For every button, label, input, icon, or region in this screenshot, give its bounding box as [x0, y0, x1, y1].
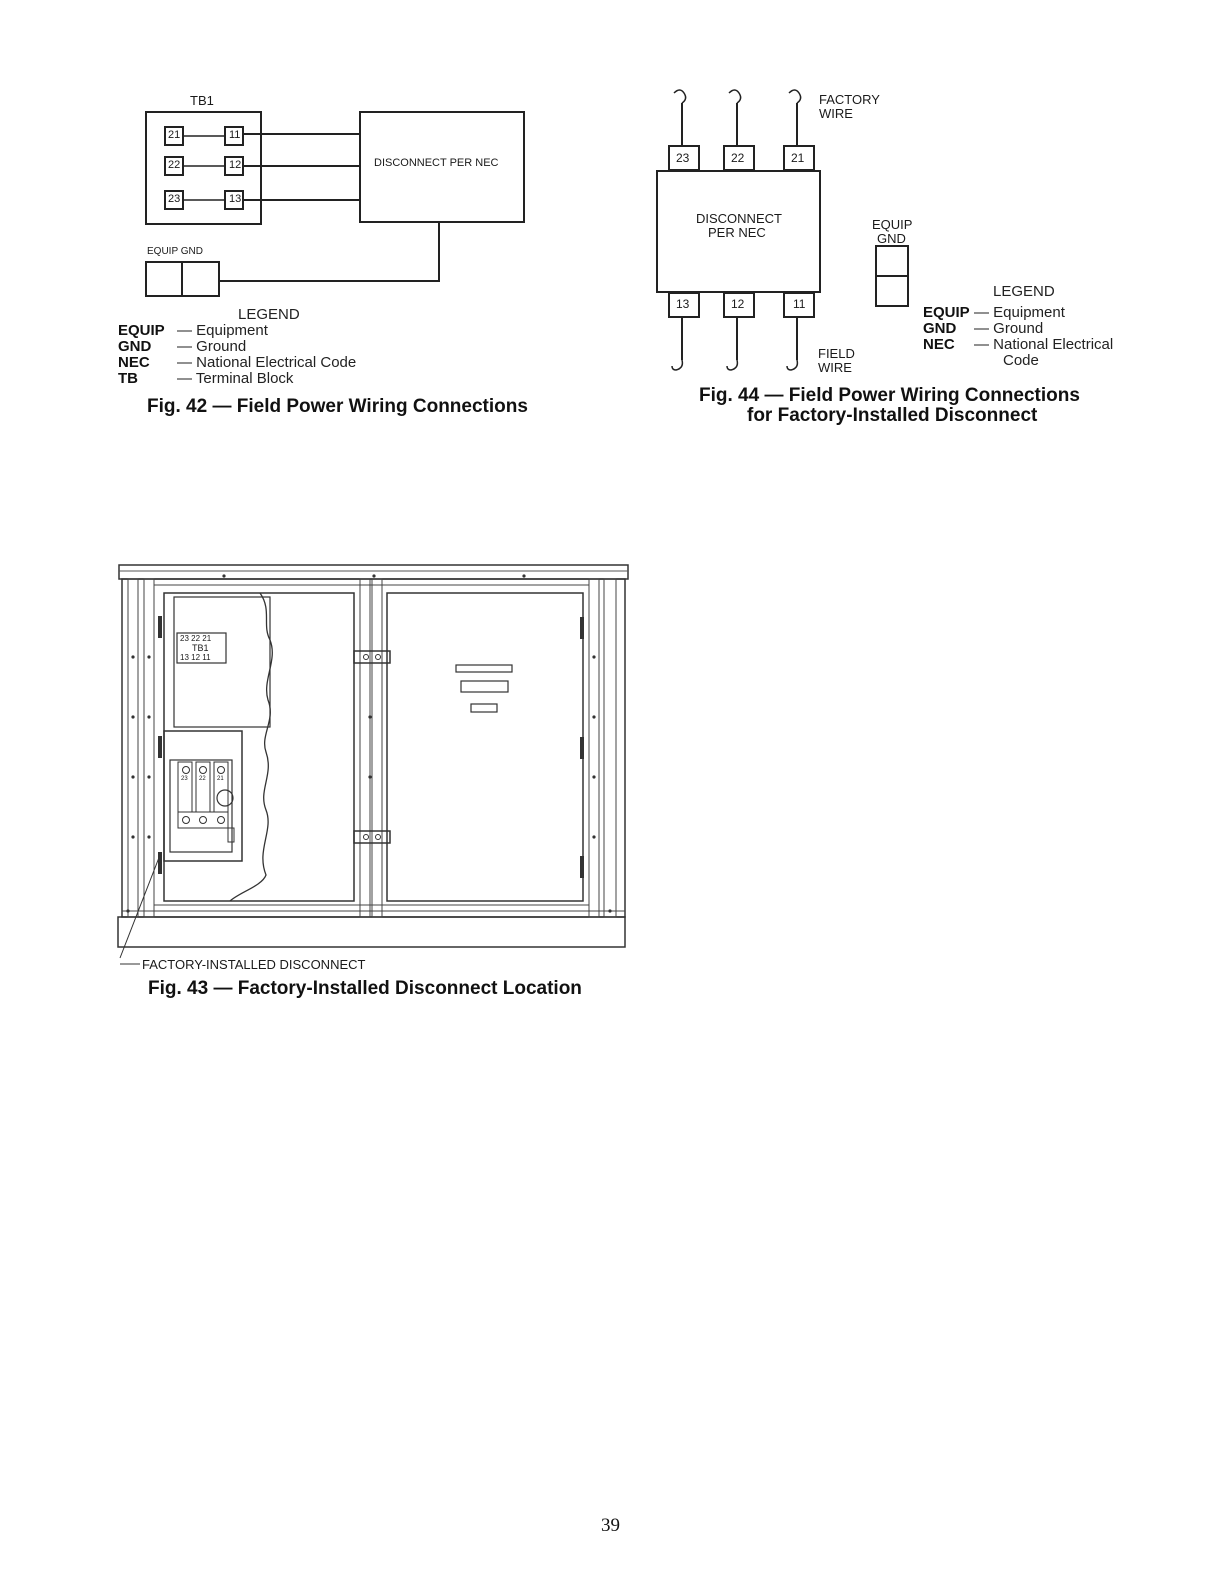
fig42-caption: Fig. 42 — Field Power Wiring Connections [147, 396, 528, 417]
fig44-legend-abbr-gnd: GND [923, 320, 957, 337]
fig42-terminal-label-23: 23 [168, 193, 181, 205]
fig44-terminal-label-12: 12 [731, 297, 745, 311]
fig44-caption-line1: Fig. 44 — Field Power Wiring Connections [699, 385, 1080, 406]
fig43-door-label-3 [471, 704, 497, 712]
fig42-legend-abbr-gnd: GND [118, 338, 152, 355]
fig43-cutaway-upper [174, 597, 270, 727]
fig44-legend-abbr-nec: NEC [923, 336, 955, 353]
fig44-field-wire-label-l1: FIELD [818, 346, 855, 361]
fig43-tb1-label: TB1 [192, 643, 209, 653]
fig44-terminal-label-11: 11 [793, 297, 806, 311]
fig44-equip-gnd-label-l1: EQUIP [872, 217, 913, 232]
fig43-cutaway-edge [230, 593, 272, 901]
fig44-legend-def-gnd: — Ground [974, 320, 1044, 337]
fig44-disconnect-label-l1: DISCONNECT [696, 211, 782, 226]
fig42-terminal-label-12: 12 [229, 159, 242, 171]
fig42-legend-abbr-nec: NEC [118, 354, 150, 371]
fig42-terminal-label-22: 22 [168, 159, 181, 171]
fig43-tb1-top-terminals: 23 22 21 [180, 634, 212, 643]
fig43-caption: Fig. 43 — Factory-Installed Disconnect Location [148, 978, 582, 999]
fig42-disconnect-label: DISCONNECT PER NEC [374, 157, 499, 169]
fig43-door-label-2 [461, 681, 508, 692]
fig44-caption-line2: for Factory-Installed Disconnect [747, 405, 1038, 426]
fig43-right-door [387, 593, 583, 901]
fig42-terminal-label-21: 21 [168, 129, 181, 141]
fig44-terminal-label-13: 13 [676, 297, 690, 311]
fig44-terminal-label-22: 22 [731, 151, 745, 165]
fig44-factory-wire-label-l2: WIRE [819, 106, 853, 121]
fig42-terminal-label-13: 13 [229, 193, 242, 205]
fig44-disconnect-label-l2: PER NEC [708, 225, 766, 240]
fig42-tb1-label: TB1 [190, 93, 214, 108]
fig43-disc-term-22: 22 [199, 776, 206, 782]
fig44-legend-title: LEGEND [993, 283, 1055, 300]
fig42-legend-title: LEGEND [238, 306, 300, 323]
fig43-latch [158, 616, 162, 638]
fig43-door-label-1 [456, 665, 512, 672]
fig44-equip-gnd-label-l2: GND [877, 231, 906, 246]
fig43-disc-term-23: 23 [181, 776, 188, 782]
fig42-legend-def-tb: — Terminal Block [177, 370, 294, 387]
fig44-legend-abbr-equip: EQUIP [923, 304, 970, 321]
fig44-legend-def-nec: — National Electrical [974, 336, 1114, 353]
fig43-base-rail [118, 917, 625, 947]
fig44-terminal-label-23: 23 [676, 151, 690, 165]
fig43-tb1-bottom-terminals: 13 12 11 [180, 653, 211, 662]
fig42-legend-abbr-tb: TB [118, 370, 138, 387]
fig43-disc-term-21: 21 [217, 776, 224, 782]
fig43-cabinet [122, 579, 625, 917]
fig44-legend-def-nec-cont: Code [1003, 352, 1039, 369]
fig44-field-wire-label-l2: WIRE [818, 360, 852, 375]
fig43-disconnect-handle [217, 790, 233, 806]
fig42-legend-abbr-equip: EQUIP [118, 322, 165, 339]
fig43-callout-label: FACTORY-INSTALLED DISCONNECT [142, 957, 366, 972]
fig44-terminal-label-21: 21 [791, 151, 805, 165]
page-number: 39 [601, 1515, 620, 1536]
fig42-legend-def-gnd: — Ground [177, 338, 247, 355]
fig42-equip-gnd-label: EQUIP GND [147, 246, 203, 257]
fig44-factory-wire-label-l1: FACTORY [819, 92, 880, 107]
fig42-legend-def-equip: — Equipment [177, 322, 268, 339]
fig42-terminal-label-11: 11 [229, 129, 241, 141]
fig44-legend-def-equip: — Equipment [974, 304, 1065, 321]
fig42-legend-def-nec: — National Electrical Code [177, 354, 357, 371]
